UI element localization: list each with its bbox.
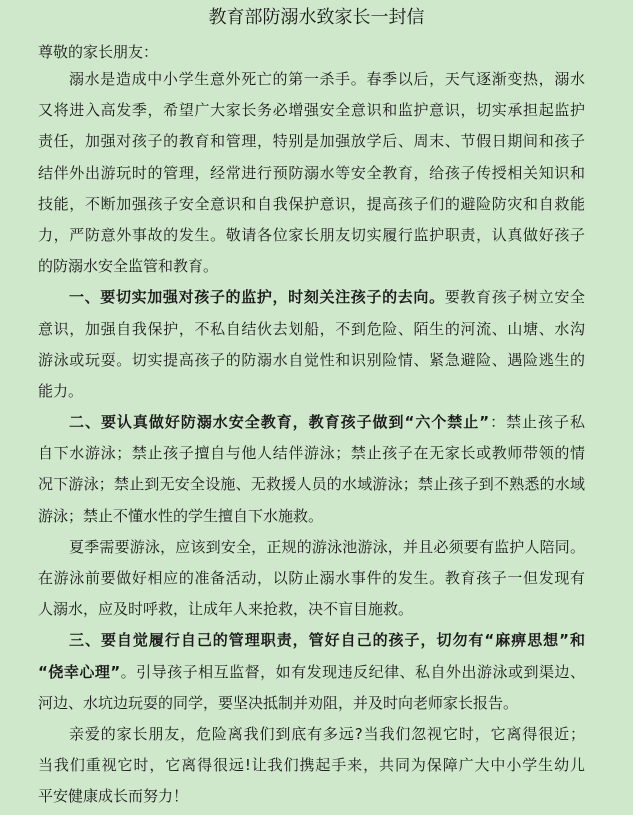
text-line: 结伴外出游玩时的管理，经常进行预防溺水等安全教育，给孩子传授相关知识和	[38, 163, 585, 182]
text-line: 况下游泳；禁止到无安全设施、无救援人员的水域游泳；禁止孩子到不熟悉的水域	[38, 475, 585, 494]
text-span: 要教育孩子树立安全	[444, 288, 585, 307]
text-span: 。引导孩子相互监督，如有发现违反纪律、私自外出游泳或到渠边、	[120, 662, 585, 681]
text-line: 在游泳前要做好相应的准备活动，以防止溺水事件的发生。教育孩子一但发现有	[38, 569, 585, 587]
text-line: 责任，加强对孩子的教育和管理，特别是加强放学后、周末、节假日期间和孩子	[38, 132, 585, 151]
text-line: 当我们重视它时，它离得很远!让我们携起手来，共同为保障广大中小学生幼儿	[38, 756, 585, 775]
text-line	[38, 627, 585, 658]
text-line: 意识，加强自我保护，不私自结伙去划船，不到危险、陌生的河流、山塘、水沟	[38, 319, 585, 338]
text-line: 亲爱的家长朋友，危险离我们到底有多远?当我们忽视它时，它离得很近；	[69, 724, 585, 743]
text-line: 的防溺水安全监管和教育。	[38, 257, 219, 276]
greeting: 尊敬的家长朋友：	[38, 43, 159, 61]
text-line: 力，严防意外事故的发生。敬请各位家长朋友切实履行监护职责，认真做好孩子	[38, 225, 585, 244]
text-line	[38, 284, 585, 315]
paragraph-section-3	[38, 627, 585, 721]
section-heading: 三、要自觉履行自己的管理职责，管好自己的孩子，切勿有“麻痹思想”和	[69, 631, 585, 650]
text-span: ：禁止孩子私	[489, 413, 585, 432]
text-line: 游泳或玩耍。切实提高孩子的防溺水自觉性和识别险情、紧急避险、遇险逃生的	[38, 350, 585, 369]
text-line: 又将进入高发季，希望广大家长务必增强安全意识和监护意识，切实承担起监护	[38, 101, 585, 120]
paragraph-section-1	[38, 284, 585, 409]
text-line: 游泳；禁止不懂水性的学生擅自下水施救。	[38, 506, 324, 525]
paragraph-section-2	[38, 409, 585, 534]
section-heading: 二、要认真做好防溺水安全教育，教育孩子做到“六个禁止”	[69, 413, 490, 432]
text-line: 河边、水坑边玩耍的同学，要坚决抵制并劝阻，并及时向老师家长报告。	[38, 693, 519, 712]
paragraph-intro	[38, 66, 585, 284]
text-line	[38, 409, 585, 440]
paragraph-summer	[38, 534, 585, 628]
text-line: 夏季需要游泳，应该到安全，正规的游泳池游泳，并且必须要有监护人陪同。	[69, 537, 585, 556]
text-line	[38, 659, 585, 690]
section-heading: 一、要切实加强对孩子的监护，时刻关注孩子的去向。	[69, 288, 445, 307]
text-line: 溺水是造成中小学生意外死亡的第一杀手。春季以后，天气逐渐变热，溺水	[69, 70, 585, 88]
text-line: 自下水游泳；禁止孩子擅自与他人结伴游泳；禁止孩子在无家长或教师带领的情	[38, 444, 585, 463]
paragraph-closing	[38, 721, 585, 815]
text-line: 技能，不断加强孩子安全意识和自我保护意识，提高孩子们的避险防灾和自救能	[38, 194, 585, 213]
letter-title: 教育部防溺水致家长一封信	[208, 7, 425, 28]
text-line: 平安健康成长而努力！	[38, 787, 189, 806]
section-heading-cont: “侥幸心理”	[38, 662, 121, 681]
text-line: 能力。	[38, 381, 84, 400]
letter-body	[38, 66, 585, 815]
text-line: 人溺水，应及时呼救，让成年人来抢救，决不盲目施救。	[38, 600, 414, 619]
